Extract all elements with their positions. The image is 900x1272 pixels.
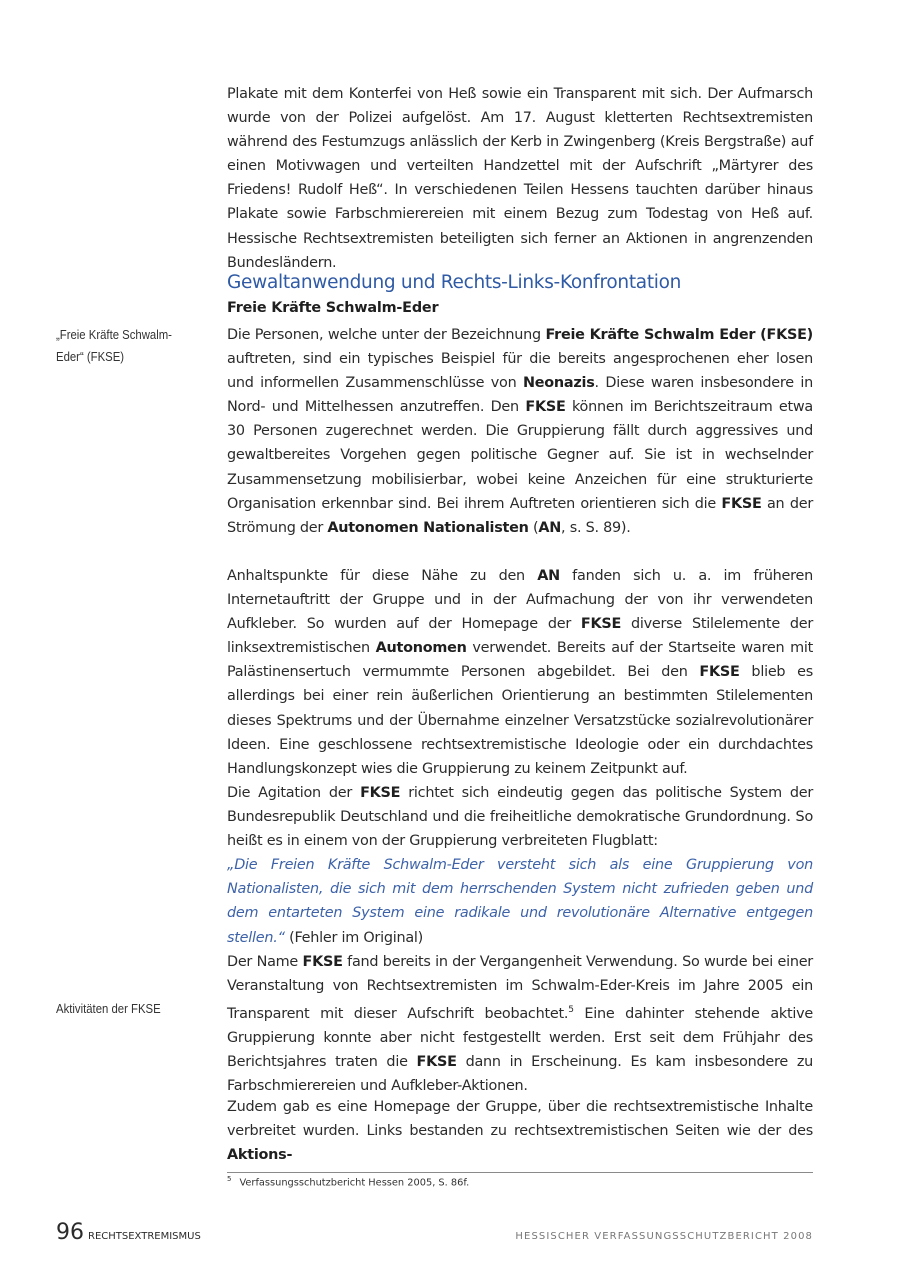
margin-note-aktivitaeten: Aktivitäten der FKSE (56, 1001, 161, 1016)
paragraph-3: Anhaltspunkte für diese Nähe zu den AN fanden sich u. a. im früheren Internetauftritt der Gruppe und in der Aufmachung der von ihr verwendeten Aufkleber. So wurden auf der Homepage der FKSE diverse Stilelemente der linksextremistischen Autonomen verwendet. Bereits auf der Startseite waren mit Palästinensertuch vermummte Personen abgebildet. Bei den FKSE blieb es allerdings bei einer rein äußerlichen Orientierung an bestimmten Stilelementen dieses Spektrums und der Übernahme einzelner Versatzstücke sozialrevolutionärer Ideen. Eine geschlossene rechtsextremistische Ideologie oder ein durchdachtes Handlungskonzept wies die Gruppierung zu keinem Zeitpunkt auf. (227, 568, 813, 777)
footnote (227, 1175, 469, 1188)
paragraph-5: Der Name FKSE fand bereits in der Vergangenheit Verwendung. So wurde bei einer Veranstaltung von Rechtsextremisten im Schwalm-Eder-Kreis im Jahre 2005 ein Transparent mit dieser Aufschrift beobachtet.$^5$ Eine dahinter stehende aktive Gruppierung konnte aber nicht festgestellt werden. Erst seit dem Frühjahr des Berichtsjahres traten die FKSE dann in Erscheinung. Es kam insbesondere zu Farbschmierereien und Aufkleber-Aktionen. (227, 954, 813, 1095)
quote: „Die Freien Kräfte Schwalm-Eder versteht sich als eine Gruppierung von Nationalisten, die sich mit dem herrschenden System nicht zufrieden geben und dem entarteten System eine radikale und revolutionäre Alternative entgegen stellen.“ (227, 857, 813, 946)
page-number: 96 (56, 1220, 84, 1245)
footer-section: RECHTSEXTREMISMUS (88, 1231, 201, 1242)
paragraph-4: Die Agitation der FKSE richtet sich eindeutig gegen das politische System der Bundesrepublik Deutschland und die freiheitliche demokratische Grundordnung. So heißt es in einem von der Gruppierung verbreiteten Flugblatt: „Die Freien Kräfte Schwalm-Eder versteht sich als eine Gruppierung von Nationalisten, die sich mit dem herrschenden System nicht zufrieden geben und dem entarteten System eine radikale und revolutionäre Alternative entgegen stellen.“ (Fehler im Original) (227, 785, 813, 946)
footnote-number: 5 (227, 1175, 232, 1183)
footnote-divider (227, 1172, 813, 1173)
section-heading: Gewaltanwendung und Rechts-Links-Konfrontation (227, 272, 682, 293)
paragraph-1: Plakate mit dem Konterfei von Heß sowie ein Transparent mit sich. Der Aufmarsch wurde von der Polizei aufgelöst. Am 17. August kletterten Rechtsextremisten während des Festumzugs anlässlich der Kerb in Zwingenberg (Kreis Bergstraße) auf einen Motivwagen und verteilten Handzettel mit der Aufschrift „Märtyrer des Friedens! Rudolf Heß“. In verschiedenen Teilen Hessens tauchten darüber hinaus Plakate sowie Farbschmierereien mit einem Bezug zum Todestag von Heß auf. Hessische Rechtsextremisten beteiligten sich ferner an Aktionen in angrenzenden Bundesländern. (227, 86, 813, 271)
footer-report-title: HESSISCHER VERFASSUNGSSCHUTZBERICHT 2008 (515, 1231, 813, 1242)
paragraph-2: Die Personen, welche unter der Bezeichnung Freie Kräfte Schwalm Eder (FKSE) auftreten, sind ein typisches Beispiel für die bereits angesprochenen eher losen und informellen Zusammenschlüsse von Neonazis. Diese waren insbesondere in Nord- und Mittelhessen anzutreffen. Den FKSE können im Berichtszeitraum etwa 30 Personen zugerechnet werden. Die Gruppierung fällt durch aggressives und gewaltbereites Vorgehen gegen politische Gegner auf. Sie ist in wechselnder Zusammensetzung mobilisierbar, wobei keine Anzeichen für eine strukturierte Organisation erkennbar sind. Bei ihrem Auftreten orientieren sich die FKSE an der Strömung der Autonomen Nationalisten (AN, s. S. 89). (227, 327, 813, 536)
footnote-reference[interactable]: 5 (568, 1005, 574, 1016)
paragraph-6: Zudem gab es eine Homepage der Gruppe, über die rechtsextremistische Inhalte verbreitet wurden. Links bestanden zu rechtsextremistischen Seiten wie der des Aktions- (227, 1099, 813, 1164)
footnote-text: Verfassungsschutzbericht Hessen 2005, S. 86f. (239, 1177, 470, 1189)
subheading: Freie Kräfte Schwalm-Eder (227, 300, 439, 316)
margin-note-fkse: „Freie Kräfte Schwalm-Eder“ (FKSE) (56, 327, 172, 364)
